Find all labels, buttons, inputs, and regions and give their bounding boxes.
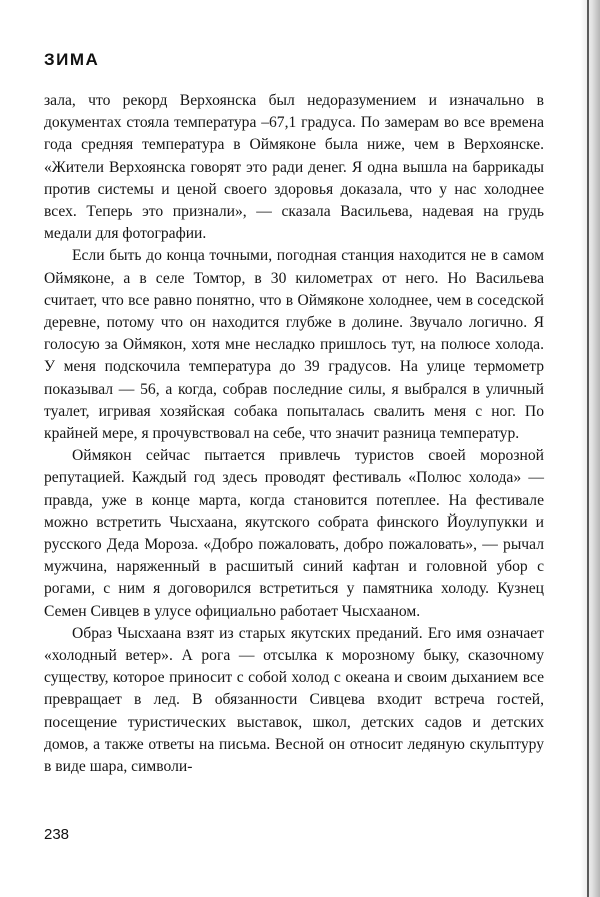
running-head: ЗИМА (44, 50, 100, 69)
book-spine-edge (587, 0, 589, 897)
body-text (44, 90, 544, 778)
paragraph-1: зала, что рекорд Верхоянска был недоразумением и изначально в документах стояла температура –67,1 градуса. По замерам во все времена года средняя температура в Оймяконе была ниже, чем в Верхоянске. «Жители Верхоянска говорят это ради денег. Я одна вышла на баррикады против системы и ценой своего здоровья доказала, что у нас холоднее всех. Теперь это признали», — сказала Васильева, надевая на грудь медали для фотографии. (44, 92, 544, 243)
book-spine-shadow (580, 0, 600, 897)
paragraph-2: Если быть до конца точными, погодная станция находится не в самом Оймяконе, а в селе Томтор, в 30 километрах от него. Но Васильева считает, что все равно понятно, что в Оймяконе холоднее, чем в соседской деревне, потому что он находится глубже в долине. Звучало логично. Я голосую за Оймякон, хотя мне несладко пришлось тут, на полюсе холода. У меня подскочила температура до 39 градусов. На улице термометр показывал — 56, а когда, собрав последние силы, я выбрался в уличный туалет, игривая хозяйская собака попыталась свалить меня с ног. По крайней мере, я прочувствовал на себе, что значит разница температур. (44, 247, 544, 443)
paragraph-3: Оймякон сейчас пытается привлечь туристов своей морозной репутацией. Каждый год здесь проводят фестиваль «Полюс холода» — правда, уже в конце марта, когда становится потеплее. На фестивале можно встретить Чысхаана, якутского собрата финского Йоулупукки и русского Деда Мороза. «Добро пожаловать, добро пожаловать», — рычал мужчина, наряженный в расшитый синий кафтан и головной убор с рогами, с ним я договорился встретиться у памятника холоду. Кузнец Семен Сивцев в улусе официально работает Чысхааном. (44, 447, 544, 620)
paragraph-4: Образ Чысхаана взят из старых якутских преданий. Его имя означает «холодный ветер». А рога — отсылка к морозному быку, сказочному существу, которое приносит с собой холод с океана и своим дыханием все превращает в лед. В обязанности Сивцева входит встреча гостей, посещение туристических выставок, школ, детских садов и детских домов, а также ответы на письма. Весной он относит ледяную скульптуру в виде шара, символи- (44, 624, 544, 776)
page-number: 238 (44, 826, 70, 843)
